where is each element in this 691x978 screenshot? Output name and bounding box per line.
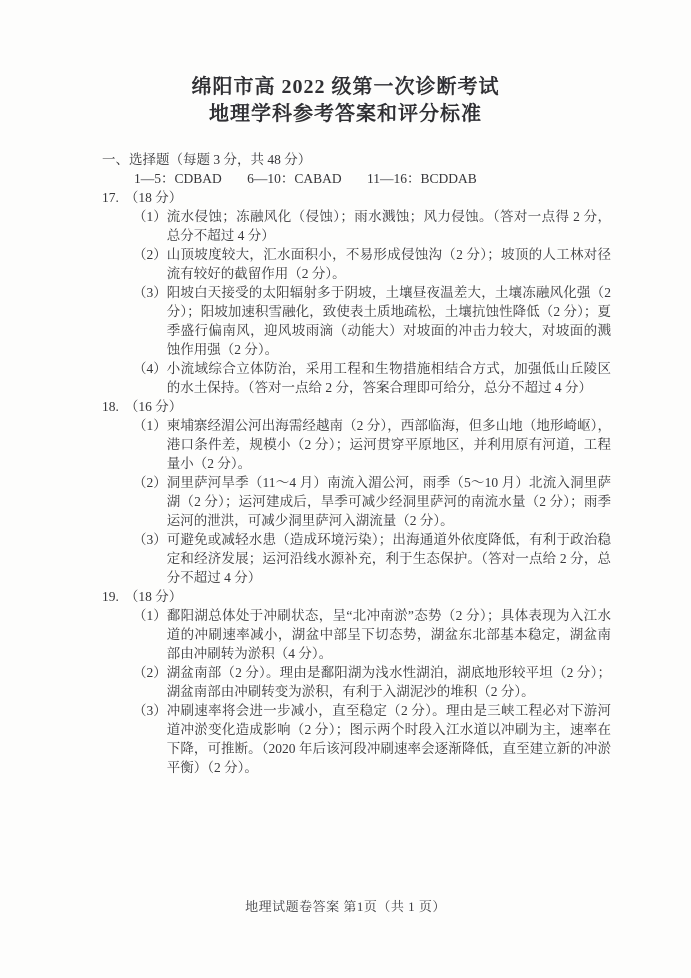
item-text: 阳坡白天接受的太阳辐射多于阴坡，土壤昼夜温差大，土壤冻融风化强（2 分）；阳坡加速积雪融化，致使表土质地疏松，土壤抗蚀性降低（2 分）；夏季盛行偏南风，迎风坡雨滴（动能大）对坡面的冲击力较大，对坡面的溅蚀作用强（2 分）。 [166, 285, 611, 357]
item-text: 山顶坡度较大，汇水面积小，不易形成侵蚀沟（2 分）；坡顶的人工林对径流有较好的截留作用（2 分）。 [166, 247, 611, 281]
item-label: （1） [133, 209, 167, 224]
page-title-line1: 绵阳市高 2022 级第一次诊断考试 [191, 76, 500, 98]
item-text: 冲刷速率将会进一步减小，直至稳定（2 分）。理由是三峡工程必对下游河道冲淤变化造成影响（2 分）；图示两个时段入江水道以冲刷为主，速率在下降，可推断。（2020 年后该河段冲刷速率会逐渐降低，直至建立新的冲淤平衡）（2 分）。 [166, 703, 611, 775]
question-18-points: （16 分） [124, 399, 183, 414]
answer-item-19-3 [133, 701, 611, 777]
document-header [0, 0, 691, 128]
answer-item-18-1 [133, 416, 611, 473]
multiple-choice-answers [102, 169, 611, 188]
item-label: （3） [133, 532, 167, 547]
page-title-line2: 地理学科参考答案和评分标准 [209, 103, 482, 125]
answer-item-17-4 [133, 359, 611, 397]
item-text: 可避免或减轻水患（造成环境污染）；出海通道外依度降低，有利于政治稳定和经济发展；运河沿线水源补充，利于生态保护。（答对一点给 2 分，总分不超过 4 分） [166, 532, 611, 585]
item-label: （2） [133, 665, 167, 680]
item-label: （1） [133, 418, 167, 433]
item-text: 鄱阳湖总体处于冲刷状态，呈“北冲南淤”态势（2 分）；具体表现为入江水道的冲刷速率减小，湖盆中部呈下切态势，湖盆东北部基本稳定，湖盆南部由冲刷转为淤积（4 分）。 [166, 608, 611, 661]
answer-item-17-1 [133, 207, 611, 245]
answer-group-1-5: 1—5：CDBAD [134, 171, 222, 186]
question-18-heading [102, 397, 611, 416]
page-footer: 地理试题卷答案 第1页（共 1 页） [245, 899, 446, 914]
question-18-number: 18. [102, 399, 119, 414]
item-label: （4） [133, 361, 167, 376]
item-text: 流水侵蚀；冻融风化（侵蚀）；雨水溅蚀；风力侵蚀。（答对一点得 2 分，总分不超过 4 分） [166, 209, 611, 243]
item-text: 洞里萨河旱季（11～4 月）南流入湄公河，雨季（5～10 月）北流入洞里萨湖（2 分）；运河建成后，旱季可减少经洞里萨河的南流水量（2 分）；雨季运河的泄洪，可减少洞里萨河入湖流量（2 分）。 [166, 475, 611, 528]
answer-item-19-1 [133, 606, 611, 663]
question-19-number: 19. [102, 589, 119, 604]
question-17-points: （18 分） [124, 190, 183, 205]
item-label: （1） [133, 608, 167, 623]
question-17-heading [102, 188, 611, 207]
answer-item-18-2 [133, 473, 611, 530]
item-label: （2） [133, 247, 167, 262]
question-17-number: 17. [102, 190, 119, 205]
multiple-choice-heading: 一、选择题（每题 3 分，共 48 分） [102, 152, 312, 167]
answer-group-11-16: 11—16：BCDDAB [367, 171, 477, 186]
item-label: （3） [133, 285, 167, 300]
item-text: 湖盆南部（2 分）。理由是鄱阳湖为浅水性湖泊，湖底地形较平坦（2 分）；湖盆南部由冲刷转变为淤积，有利于入湖泥沙的堆积（2 分）。 [166, 665, 611, 699]
item-text: 柬埔寨经湄公河出海需经越南（2 分），西部临海，但多山地（地形崎岖），港口条件差，规模小（2 分）；运河贯穿平原地区，并利用原有河道，工程量小（2 分）。 [166, 418, 611, 471]
answer-content [0, 128, 691, 777]
answer-item-17-3 [133, 283, 611, 359]
answer-item-17-2 [133, 245, 611, 283]
item-text: 小流域综合立体防治，采用工程和生物措施相结合方式，加强低山丘陵区的水土保持。（答对一点给 2 分，答案合理即可给分，总分不超过 4 分） [166, 361, 611, 395]
answer-item-18-3 [133, 530, 611, 587]
question-19-points: （18 分） [124, 589, 183, 604]
answer-group-6-10: 6—10：CABAD [247, 171, 342, 186]
question-19-heading [102, 587, 611, 606]
answer-item-19-2 [133, 663, 611, 701]
item-label: （2） [133, 475, 167, 490]
item-label: （3） [133, 703, 167, 718]
